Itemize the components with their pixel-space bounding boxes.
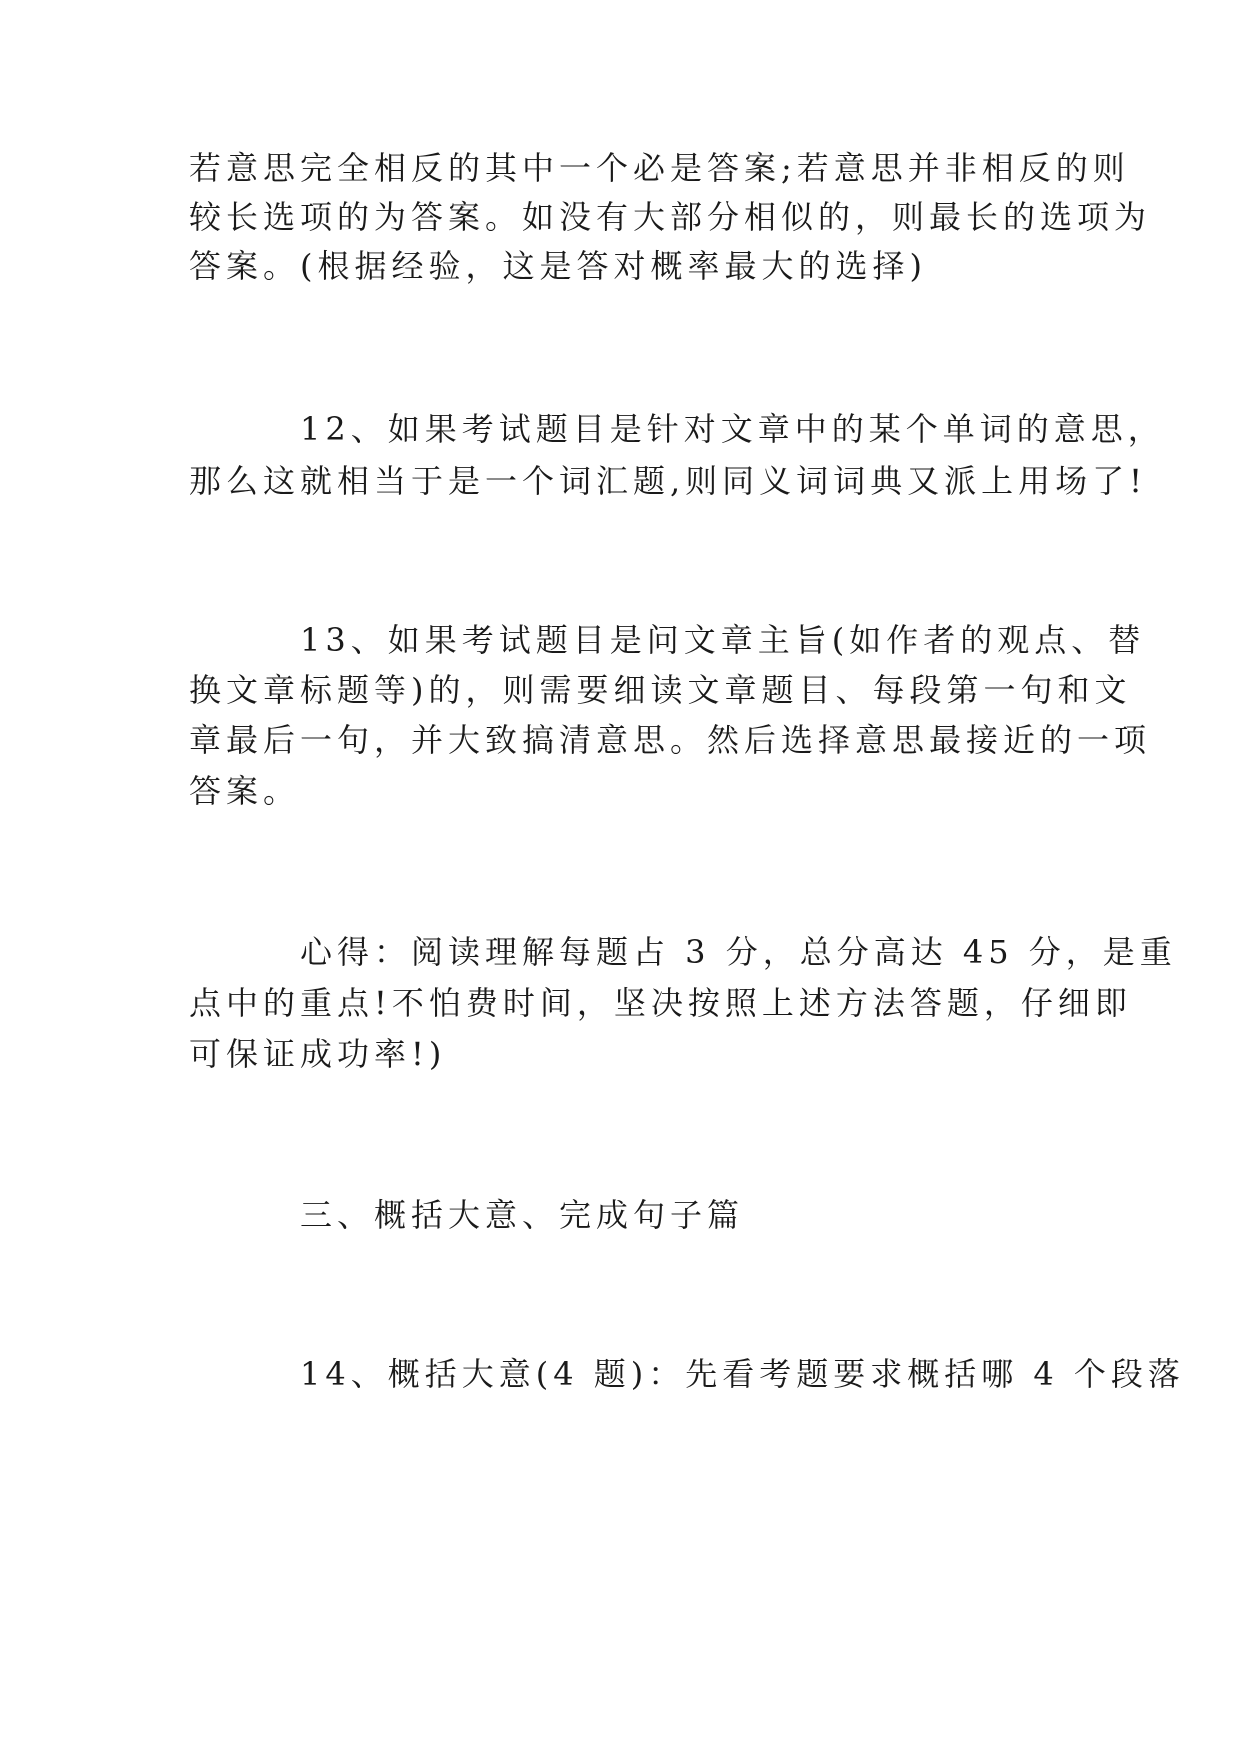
text-line: 答案。: [189, 772, 301, 810]
text-line: 心得：阅读理解每题占 3 分，总分高达 45 分，是重: [300, 933, 1177, 971]
text-line: 若意思完全相反的其中一个必是答案;若意思并非相反的则: [189, 149, 1130, 187]
text-line: 14、概括大意(4 题)：先看考题要求概括哪 4 个段落: [300, 1355, 1185, 1393]
text-line: 那么这就相当于是一个词汇题,则同义词词典又派上用场了!: [189, 462, 1148, 500]
text-line: 13、如果考试题目是问文章主旨(如作者的观点、替: [300, 621, 1146, 659]
text-line: 点中的重点!不怕费时间，坚决按照上述方法答题，仔细即: [189, 984, 1132, 1022]
text-line: 可保证成功率!): [189, 1035, 447, 1073]
text-line: 换文章标题等)的，则需要细读文章题目、每段第一句和文: [189, 671, 1132, 709]
text-line: 较长选项的为答案。如没有大部分相似的，则最长的选项为: [189, 198, 1152, 236]
text-line: 12、如果考试题目是针对文章中的某个单词的意思，: [300, 410, 1165, 448]
text-line: 答案。(根据经验，这是答对概率最大的选择): [189, 247, 927, 285]
section-heading: 三、概括大意、完成句子篇: [300, 1196, 745, 1234]
text-line: 章最后一句，并大致搞清意思。然后选择意思最接近的一项: [189, 721, 1152, 759]
